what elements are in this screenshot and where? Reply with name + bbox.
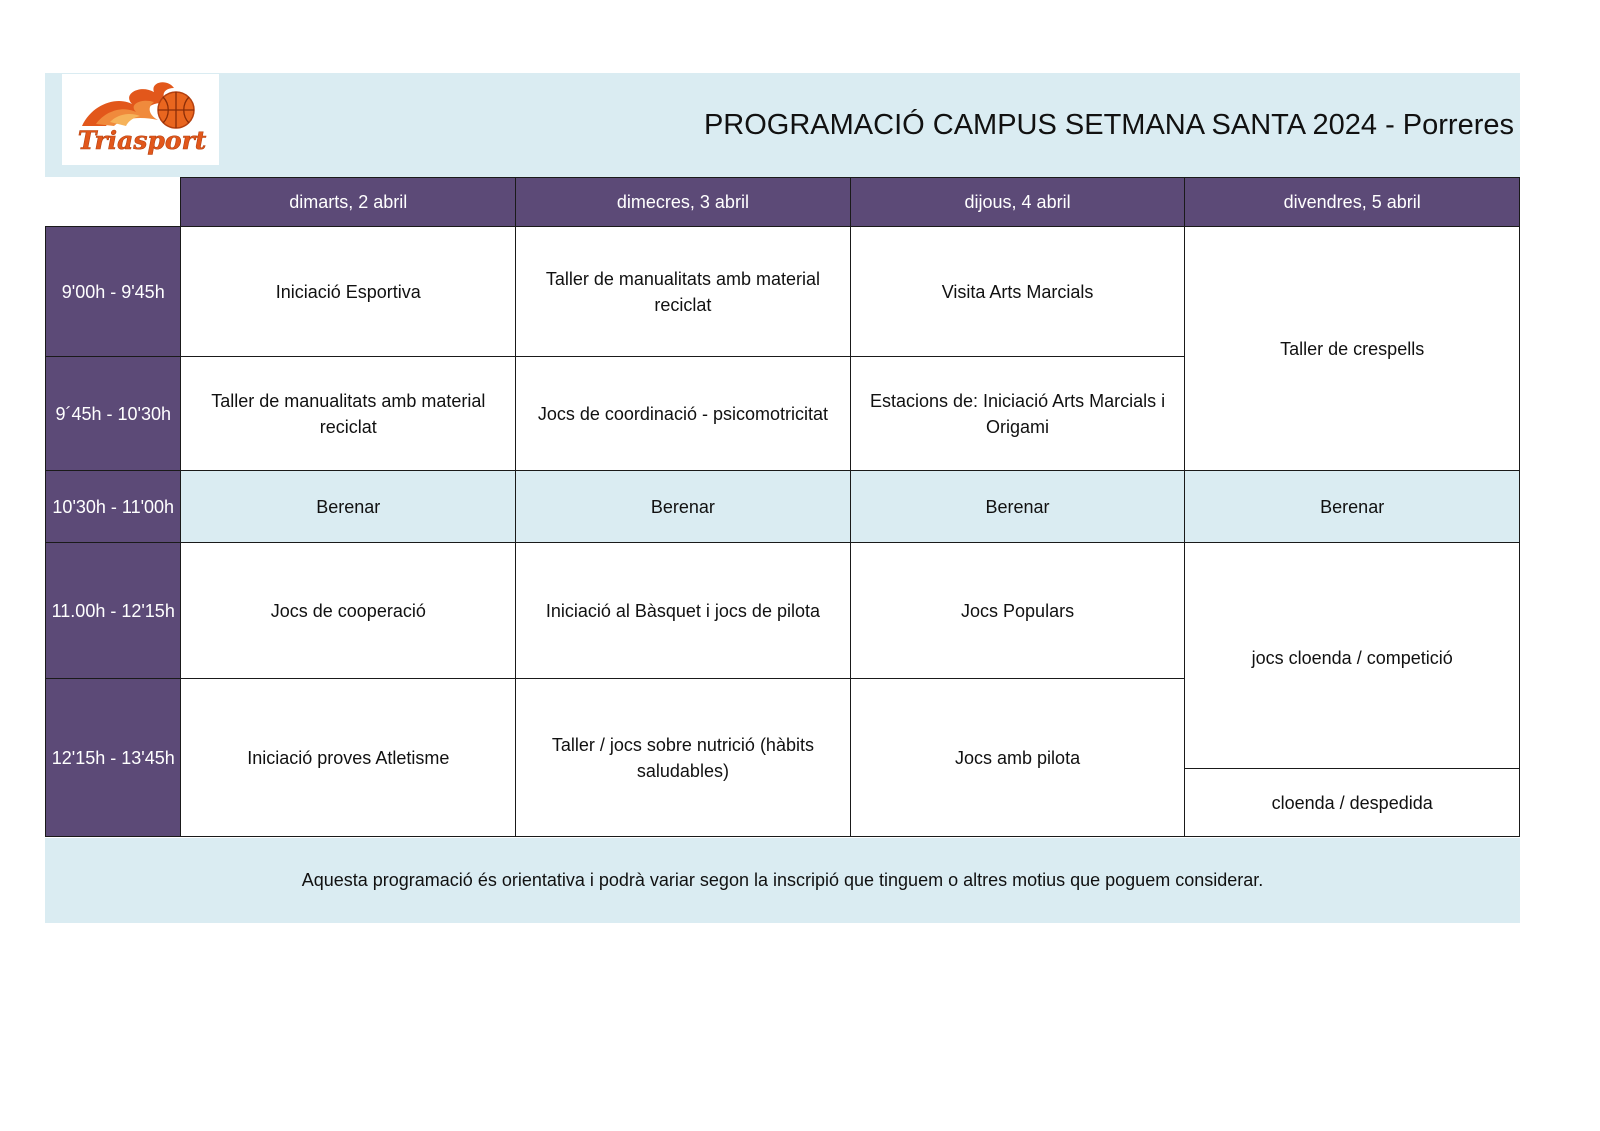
time-slot: 9´45h - 10'30h (46, 357, 181, 471)
activity-cell: Taller de manualitats amb material reciclat (516, 227, 851, 357)
schedule-table (45, 177, 1520, 837)
activity-cell: Visita Arts Marcials (850, 227, 1185, 357)
day-header-wednesday: dimecres, 3 abril (516, 178, 851, 227)
page-title: PROGRAMACIÓ CAMPUS SETMANA SANTA 2024 - Porreres (703, 109, 1514, 141)
activity-cell: Berenar (850, 471, 1185, 543)
basketball-flame-logo-icon (62, 74, 219, 165)
activity-cell: Taller de manualitats amb material reciclat (181, 357, 516, 471)
footer-note: Aquesta programació és orientativa i podrà variar segon la inscripió que tinguem o altres motius que poguem considerar. (45, 838, 1520, 923)
day-header-friday: divendres, 5 abril (1185, 178, 1520, 227)
schedule-row-snack (46, 471, 1520, 543)
time-slot: 12'15h - 13'45h (46, 679, 181, 837)
page-header (45, 73, 1520, 177)
day-header-tuesday: dimarts, 2 abril (181, 178, 516, 227)
activity-cell: Jocs amb pilota (850, 679, 1185, 837)
activity-cell: Taller / jocs sobre nutrició (hàbits saludables) (516, 679, 851, 837)
schedule-row (46, 227, 1520, 357)
time-slot: 11.00h - 12'15h (46, 543, 181, 679)
time-slot: 9'00h - 9'45h (46, 227, 181, 357)
activity-cell: Estacions de: Iniciació Arts Marcials i Origami (850, 357, 1185, 471)
activity-cell: cloenda / despedida (1185, 769, 1520, 837)
activity-cell: Iniciació Esportiva (181, 227, 516, 357)
activity-cell: Jocs de cooperació (181, 543, 516, 679)
triasport-logo (62, 74, 219, 165)
activity-cell: Jocs Populars (850, 543, 1185, 679)
svg-text:Triasport: Triasport (77, 126, 207, 155)
activity-cell: Berenar (1185, 471, 1520, 543)
corner-cell (46, 178, 181, 227)
activity-cell: Berenar (181, 471, 516, 543)
activity-cell: Iniciació al Bàsquet i jocs de pilota (516, 543, 851, 679)
day-header-thursday: dijous, 4 abril (850, 178, 1185, 227)
activity-cell: Jocs de coordinació - psicomotricitat (516, 357, 851, 471)
activity-cell: Taller de crespells (1185, 227, 1520, 471)
activity-cell: Berenar (516, 471, 851, 543)
time-slot: 10'30h - 11'00h (46, 471, 181, 543)
day-header-row (46, 178, 1520, 227)
activity-cell: jocs cloenda / competició (1185, 543, 1520, 769)
activity-cell: Iniciació proves Atletisme (181, 679, 516, 837)
schedule-row (46, 543, 1520, 679)
